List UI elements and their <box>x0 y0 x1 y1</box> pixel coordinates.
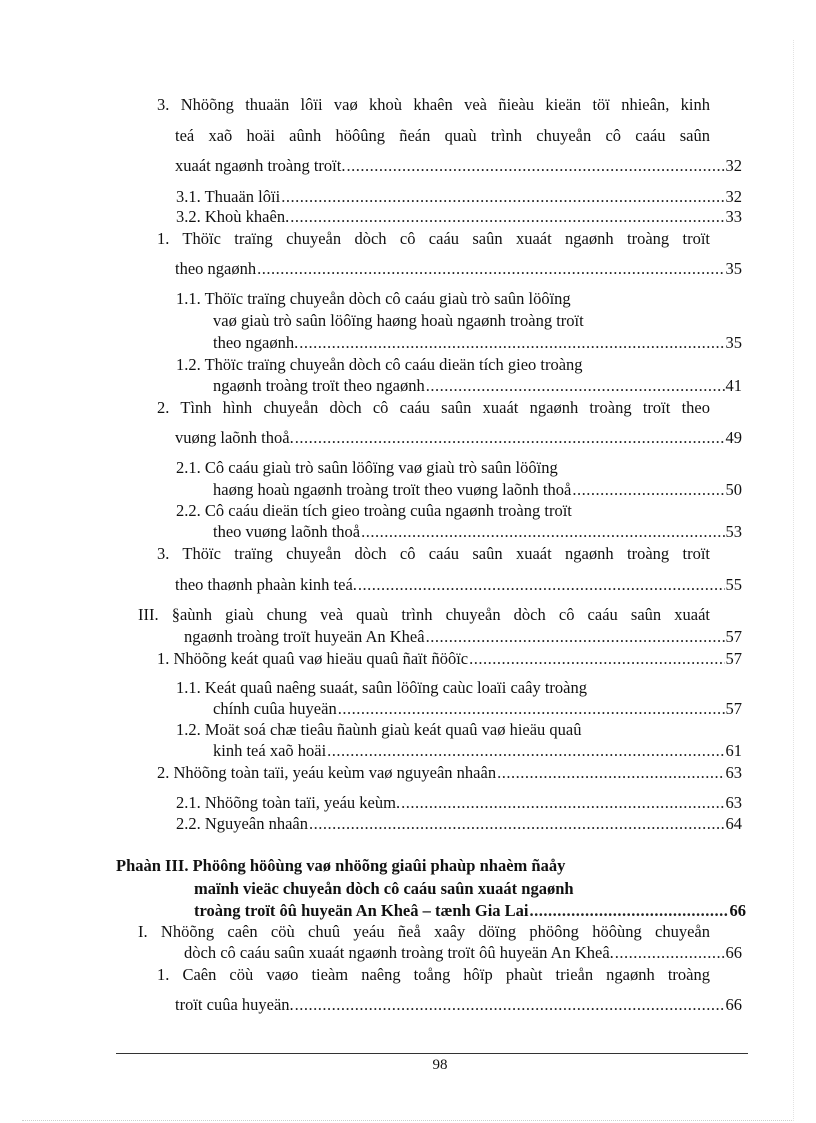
toc-entry: teá xaõ hoäi aûnh höôûng ñeán quaù trình chuyeån cô caáu saûn <box>175 126 710 145</box>
dot-leader <box>572 480 724 500</box>
toc-part-heading: Phaàn III. Phöông höôùng vaø nhöõng giaûi phaùp nhaèm ñaåy <box>116 856 566 875</box>
footer-rule <box>116 1053 748 1054</box>
page-ref: 64 <box>725 814 742 833</box>
dot-leader <box>530 901 729 921</box>
toc-entry: 1.1. Thöïc traïng chuyeån dòch cô caáu giaù trò saûn löôïng <box>176 289 571 308</box>
page-ref: 61 <box>725 741 742 760</box>
page-number: 98 <box>432 1057 448 1073</box>
page-ref: 35 <box>725 333 742 352</box>
dot-leader <box>346 156 724 176</box>
dot-leader <box>257 259 724 279</box>
toc-entry: 2.2. Cô caáu dieän tích gieo troàng cuûa ngaønh troàng troït <box>176 501 572 520</box>
dot-leader <box>426 376 725 396</box>
toc-entry: 1.1. Keát quaû naêng suaát, saûn löôïng caùc loaïi caây troàng <box>176 678 587 697</box>
toc-entry[interactable]: 2.1. Nhöõng toàn taïi, yeáu keùm. ..... 63 <box>176 793 742 813</box>
toc-entry[interactable]: 3.2. Khoù khaên. ..... 33 <box>176 207 742 227</box>
page-ref: 57 <box>725 627 742 646</box>
toc-entry: I. Nhöõng caên cöù chuû yeáu ñeå xaây döïng phöông höôùng chuyeån <box>138 922 710 941</box>
dot-leader <box>361 522 724 542</box>
toc-entry: 3. Thöïc traïng chuyeån dòch cô caáu saûn xuaát ngaønh troàng troït <box>157 544 710 563</box>
dot-leader <box>295 428 725 448</box>
dot-leader <box>290 207 724 227</box>
toc-entry[interactable]: 2. Nhöõng toàn taïi, yeáu keùm vaø nguyeân nhaân ..... 63 <box>157 763 742 783</box>
toc-entry[interactable]: xuaát ngaønh troàng troït. ..... 32 <box>175 156 742 176</box>
toc-entry[interactable]: kinh teá xaõ hoäi ..... 61 <box>213 741 742 761</box>
page-ref: 32 <box>725 156 742 175</box>
page-ref: 66 <box>729 901 746 920</box>
page-ref: 66 <box>725 943 742 962</box>
page-ref: 41 <box>725 376 742 395</box>
dot-leader <box>281 187 724 207</box>
dot-leader <box>497 763 724 783</box>
toc-entry[interactable]: haøng hoaù ngaønh troàng troït theo vuøng laõnh thoå ..... 50 <box>213 480 742 500</box>
page-ref: 57 <box>725 649 742 668</box>
page-ref: 50 <box>725 480 742 499</box>
dot-leader <box>358 575 725 595</box>
dot-leader <box>309 814 725 834</box>
toc-entry: 2. Tình hình chuyeån dòch cô caáu saûn xuaát ngaønh troàng troït theo <box>157 398 710 417</box>
toc-entry[interactable]: vuøng laõnh thoå. ..... 49 <box>175 428 742 448</box>
toc-entry: III. §aùnh giaù chung veà quaù trình chuyeån dòch cô caáu saûn xuaát <box>138 605 710 624</box>
toc-entry[interactable]: 1. Nhöõng keát quaû vaø hieäu quaû ñaït ñöôïc ..... 57 <box>157 649 742 669</box>
toc-entry: 1.2. Moät soá chæ tieâu ñaùnh giaù keát quaû vaø hieäu quaû <box>176 720 582 739</box>
page-ref: 33 <box>725 207 742 226</box>
toc-entry: 1. Thöïc traïng chuyeån dòch cô caáu saûn xuaát ngaønh troàng troït <box>157 229 710 248</box>
toc-entry[interactable]: 2.2. Nguyeân nhaân ..... 64 <box>176 814 742 834</box>
page-edge-divider <box>793 40 794 1121</box>
toc-entry[interactable]: troàng troït ôû huyeän An Kheâ – tænh Gia Lai ..... 66 <box>194 901 746 921</box>
toc-entry[interactable]: theo ngaønh ..... 35 <box>175 259 742 279</box>
toc-entry: 3. Nhöõng thuaän lôïi vaø khoù khaên veà ñieàu kieän töï nhieân, kinh <box>157 95 710 114</box>
toc-entry: 1. Caên cöù vaøo tieàm naêng toång hôïp phaùt trieån ngaønh troàng <box>157 965 710 984</box>
page-ref: 32 <box>725 187 742 206</box>
dot-leader <box>469 649 724 669</box>
toc-entry[interactable]: 3.1. Thuaän lôïi ..... 32 <box>176 187 742 207</box>
toc-entry: 1.2. Thöïc traïng chuyeån dòch cô caáu dieän tích gieo troàng <box>176 355 583 374</box>
toc-part-heading: maïnh vieäc chuyeån dòch cô caáu saûn xuaát ngaønh <box>194 879 574 898</box>
toc-entry: 2.1. Cô caáu giaù trò saûn löôïng vaø giaù trò saûn löôïng <box>176 458 558 477</box>
page-edge-divider <box>22 1120 794 1121</box>
dot-leader <box>401 793 724 813</box>
page-ref: 63 <box>725 793 742 812</box>
page-ref: 35 <box>725 259 742 278</box>
toc-entry[interactable]: theo vuøng laõnh thoå ..... 53 <box>213 522 742 542</box>
page-ref: 66 <box>725 995 742 1014</box>
toc-entry[interactable]: theo ngaønh. ..... 35 <box>213 333 742 353</box>
page-ref: 63 <box>725 763 742 782</box>
dot-leader <box>426 627 725 647</box>
dot-leader <box>295 995 725 1015</box>
toc-entry: vaø giaù trò saûn löôïng haøng hoaù ngaønh troàng troït <box>213 311 584 330</box>
dot-leader <box>327 741 724 761</box>
page-ref: 57 <box>725 699 742 718</box>
toc-entry[interactable]: chính cuûa huyeän ..... 57 <box>213 699 742 719</box>
toc-entry[interactable]: ngaønh troàng troït theo ngaønh ..... 41 <box>213 376 742 396</box>
toc-entry[interactable]: dòch cô caáu saûn xuaát ngaønh troàng troït ôû huyeän An Kheâ. ..... 66 <box>184 943 742 963</box>
dot-leader <box>615 943 725 963</box>
page-ref: 49 <box>725 428 742 447</box>
page-ref: 55 <box>725 575 742 594</box>
toc-entry[interactable]: theo thaønh phaàn kinh teá. ..... 55 <box>175 575 742 595</box>
page-ref: 53 <box>725 522 742 541</box>
toc-entry[interactable]: ngaønh troàng troït huyeän An Kheâ ..... 57 <box>184 627 742 647</box>
dot-leader <box>299 333 724 353</box>
dot-leader <box>338 699 725 719</box>
toc-entry[interactable]: troït cuûa huyeän. ..... 66 <box>175 995 742 1015</box>
